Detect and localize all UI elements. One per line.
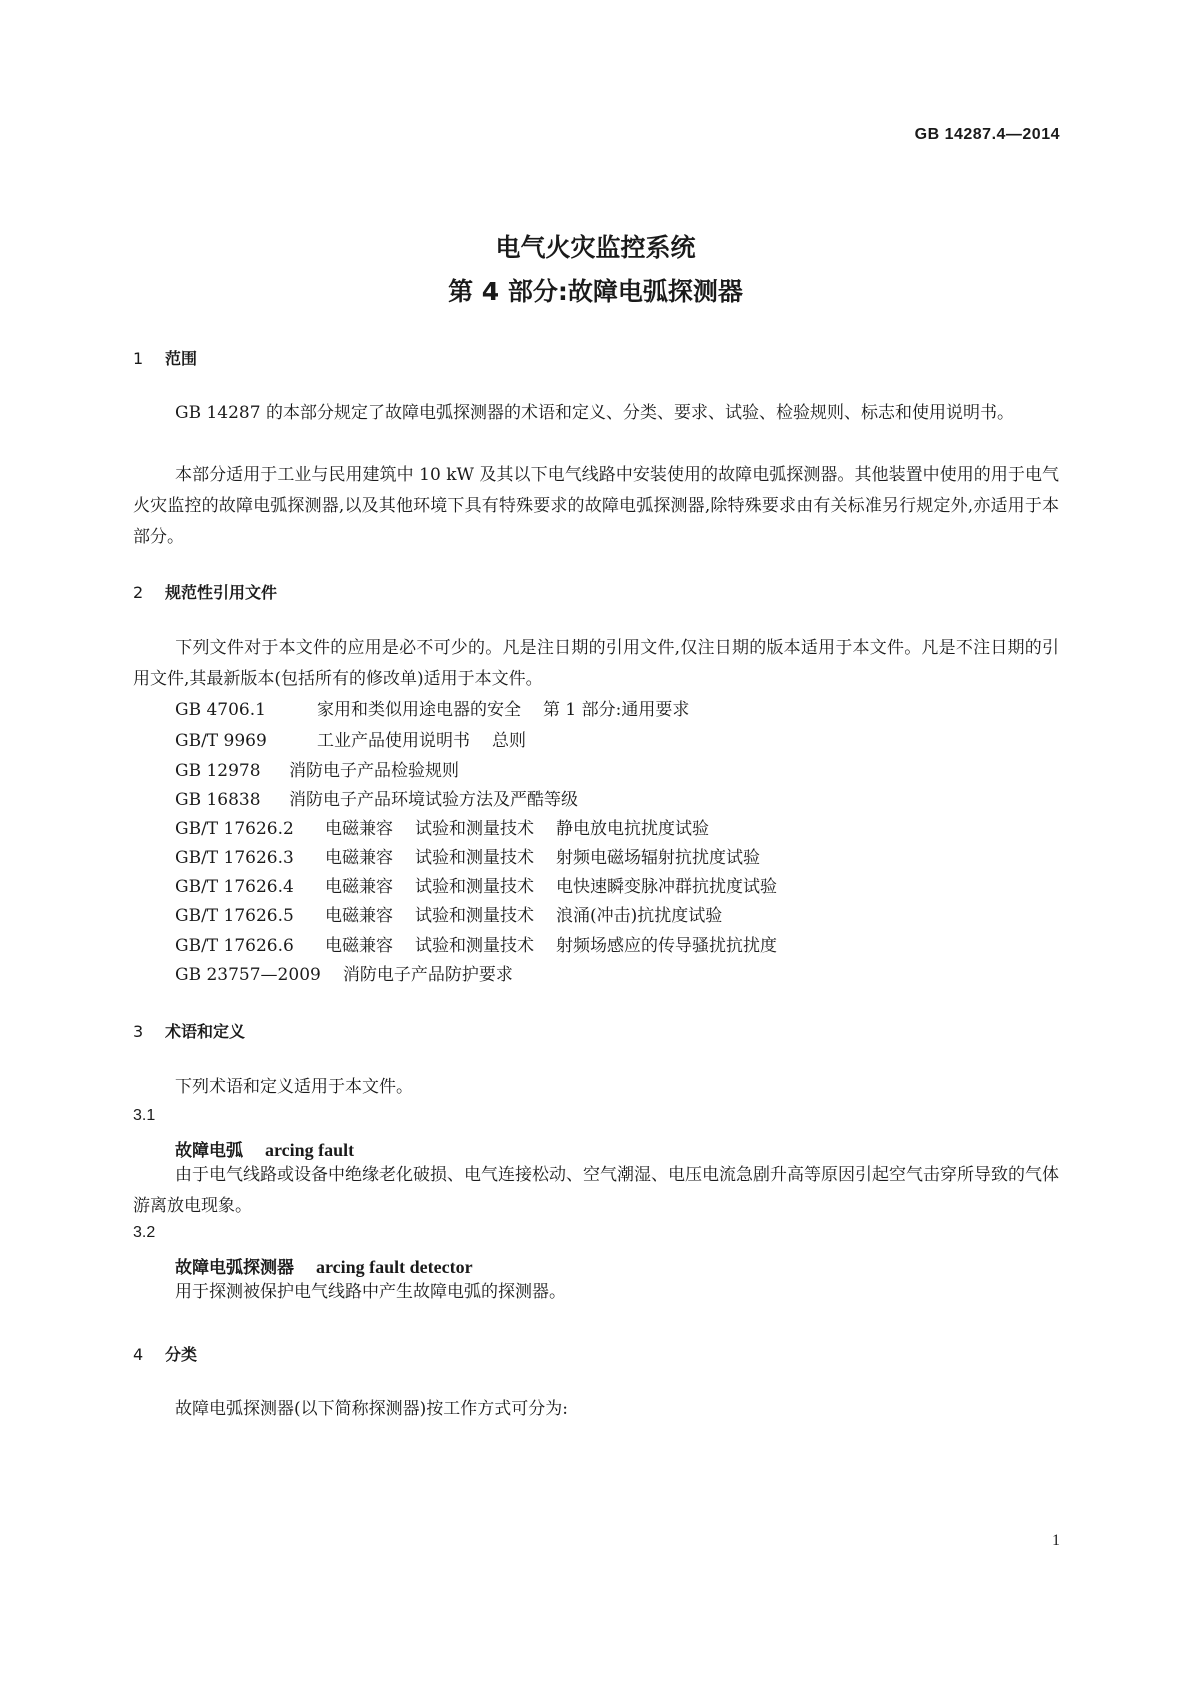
term-definition: 用于探测被保护电气线路中产生故障电弧的探测器。 xyxy=(175,1282,566,1302)
standard-number: GB 14287.4—2014 xyxy=(914,126,1060,143)
reference-item: GB 16838 消防电子产品环境试验方法及严酷等级 xyxy=(175,790,578,810)
section-4-heading xyxy=(133,1342,197,1365)
term-en: arcing fault xyxy=(265,1140,355,1160)
reference-item: GB 4706.1 家用和类似用途电器的安全 第 1 部分:通用要求 xyxy=(175,700,690,720)
section-1-heading xyxy=(133,346,197,369)
section-2-heading xyxy=(133,580,277,603)
reference-item: GB/T 17626.6 电磁兼容 试验和测量技术 射频场感应的传导骚扰抗扰度 xyxy=(175,936,777,956)
term-zh: 故障电弧 xyxy=(175,1141,243,1161)
section-title: 规范性引用文件 xyxy=(165,583,278,602)
section-title: 范围 xyxy=(165,349,198,368)
reference-item: GB/T 9969 工业产品使用说明书 总则 xyxy=(175,731,526,751)
reference-item: GB/T 17626.3 电磁兼容 试验和测量技术 射频电磁场辐射抗扰度试验 xyxy=(175,848,760,868)
section-4-paragraph-1: 故障电弧探测器(以下简称探测器)按工作方式可分为: xyxy=(175,1399,568,1419)
reference-item: GB/T 17626.5 电磁兼容 试验和测量技术 浪涌(冲击)抗扰度试验 xyxy=(175,906,723,926)
term-heading xyxy=(175,1136,354,1161)
section-title: 术语和定义 xyxy=(165,1022,246,1041)
section-title: 分类 xyxy=(165,1345,198,1364)
term-heading xyxy=(175,1253,473,1278)
section-number: 3 xyxy=(133,1022,144,1041)
document-subtitle: 第 4 部分:故障电弧探测器 xyxy=(448,277,743,306)
section-3-intro: 下列术语和定义适用于本文件。 xyxy=(175,1077,413,1097)
term-zh: 故障电弧探测器 xyxy=(175,1258,294,1278)
term-definition: 由于电气线路或设备中绝缘老化破损、电气连接松动、空气潮湿、电压电流急剧升高等原因引起空气击穿所导致的气体游离放电现象。 xyxy=(133,1165,1059,1216)
section-number: 4 xyxy=(133,1345,144,1364)
section-3-heading xyxy=(133,1019,245,1042)
term-en: arcing fault detector xyxy=(316,1257,473,1277)
page-number: 1 xyxy=(1052,1532,1060,1549)
reference-item: GB/T 17626.4 电磁兼容 试验和测量技术 电快速瞬变脉冲群抗扰度试验 xyxy=(175,877,777,897)
reference-item: GB 12978 消防电子产品检验规则 xyxy=(175,761,459,781)
document-title: 电气火灾监控系统 xyxy=(495,233,696,262)
section-1-paragraph-1: GB 14287 的本部分规定了故障电弧探测器的术语和定义、分类、要求、试验、检验规则、标志和使用说明书。 xyxy=(175,403,1014,423)
section-1-paragraph-2: 本部分适用于工业与民用建筑中 10 kW 及其以下电气线路中安装使用的故障电弧探测器。其他装置中使用的用于电气火灾监控的故障电弧探测器,以及其他环境下具有特殊要求的故障电弧探测器,除特殊要求由有关标准另行规定外,亦适用于本部分。 xyxy=(133,465,1059,547)
section-2-intro: 下列文件对于本文件的应用是必不可少的。凡是注日期的引用文件,仅注日期的版本适用于本文件。凡是不注日期的引用文件,其最新版本(包括所有的修改单)适用于本文件。 xyxy=(133,638,1059,689)
reference-item: GB/T 17626.2 电磁兼容 试验和测量技术 静电放电抗扰度试验 xyxy=(175,819,709,839)
reference-item: GB 23757—2009 消防电子产品防护要求 xyxy=(175,965,513,985)
section-number: 1 xyxy=(133,349,144,368)
term-number: 3.2 xyxy=(133,1224,156,1241)
term-number: 3.1 xyxy=(133,1107,156,1124)
section-number: 2 xyxy=(133,583,144,602)
